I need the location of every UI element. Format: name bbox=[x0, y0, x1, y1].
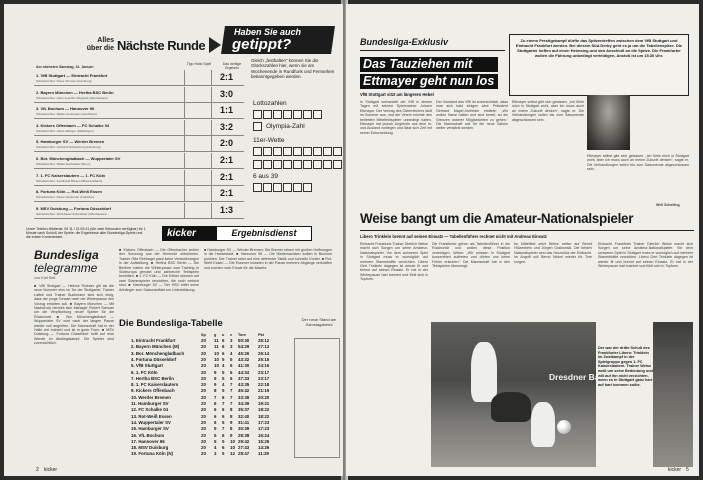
standings-sp: 20 bbox=[201, 394, 206, 400]
hotline-note: Unser Telefon-Hitdienst: 09 11 / 21 63 41 (die zwei Sekunden verfügbar) für 1 Minute nach Schluß der Spiele: die Ergebnisse aller Bundesliga-Spiele und die ersten Kommentare. bbox=[26, 227, 146, 240]
fixture-result: 3:0 bbox=[220, 88, 234, 99]
col-result-header: Das richtige Ergebnis bbox=[222, 62, 242, 70]
fixture-row bbox=[34, 70, 244, 86]
standings-tore: 35:37 bbox=[238, 407, 250, 413]
fixture-referee: Schiedsrichter: Walter Horstmann (Hochheim) bbox=[36, 112, 98, 117]
standings-u: 7 bbox=[222, 401, 225, 406]
right-page-number: 5 bbox=[686, 467, 689, 473]
fixture-row bbox=[34, 203, 244, 219]
fixture-title: 2. Bayern München — Hertha BSC Berlin bbox=[36, 89, 114, 95]
standings-team: 8. 1. FC Kaiserslautern bbox=[131, 382, 179, 388]
photo-caption: Der war der dritte Schuß des Frankfurter Libero: Trinklein im Zweikampf in der Spielgruppe gegen 1. FC Kaiserslautern. Trainer Weise weiß um seine Bedeutung und will auf ihn nicht verzichten, wenn es in Stuttgart ganz hart auf hart kommen sollte. bbox=[598, 346, 653, 387]
standings-team: 13. Rot-Weiß Essen bbox=[131, 413, 172, 419]
fixture-result: 2:1 bbox=[220, 155, 234, 165]
telegramme-title-1: Bundesliga bbox=[34, 248, 99, 262]
fixture-title: 3. VfL Bochum — Hannover 96 bbox=[36, 106, 95, 112]
new-standings-note: Der neue Stand am Samstagabend bbox=[301, 317, 337, 327]
standings-u: 4 bbox=[222, 382, 225, 388]
fixture-result: 3:2 bbox=[220, 121, 234, 132]
alles-ueber-header bbox=[64, 37, 114, 53]
fixture-row bbox=[34, 153, 244, 169]
elfer-wette-boxes-2[interactable] bbox=[253, 160, 342, 169]
telegramme-col-3: ■ Hamburger SV — Werder Bremen: Die Bremer reisen mit großen Hoffnungen in die Hansestadt. ■ Hannover 96 — Die Niedersachsen wollen in Bochum punkten. Der Trainer setzt auf eine defensive Taktik und schnelle Konter. ■ Rot-Weiß Essen — Die Essener mussten in der Pause mehrere Abgänge verkraften und suchen noch Ersatz für die Abwehr. bbox=[204, 248, 332, 270]
standings-g: 6 bbox=[214, 413, 217, 419]
standings-pkt: 11:29 bbox=[258, 451, 269, 457]
tip-banner-line1: Haben Sie auch bbox=[234, 27, 302, 37]
fixture-tip-box[interactable] bbox=[184, 70, 212, 85]
story-col-1: In Stuttgart verhandelt der VfB in diesen Tagen mit seinem Spielmacher Johann Ettmayer. Der Vertrag des Österreichers läuft im Sommer aus, und der Verein möchte den beliebten Mittelfeldspieler unbedingt halten. Ettmayer hat jedoch Angebote aus dem In- und Ausland vorliegen und lässt sich Zeit mit seiner Entscheidung. bbox=[360, 100, 432, 135]
exklusiv-rule bbox=[360, 50, 505, 51]
fixtures-date: Am nächsten Samstag, 24. Januar: bbox=[36, 65, 94, 69]
fixture-row bbox=[34, 103, 244, 119]
standings-g: 10 bbox=[214, 356, 219, 362]
standings-v: 6 bbox=[230, 369, 233, 375]
standings-sp: 20 bbox=[201, 382, 206, 388]
standings-team: 15. Hamburger SV bbox=[131, 426, 169, 432]
standings-sp: 20 bbox=[201, 350, 206, 356]
standings-tore: 41:30 bbox=[238, 363, 250, 369]
fixture-tip-box[interactable] bbox=[184, 136, 212, 151]
standings-pkt: 28:12 bbox=[258, 338, 270, 343]
player-figure-2 bbox=[491, 392, 531, 422]
left-page-brand: kicker bbox=[44, 467, 58, 473]
fixture-result: 2:1 bbox=[220, 188, 234, 199]
standings-sp: 20 bbox=[201, 375, 206, 381]
standings-pkt: 15:25 bbox=[258, 438, 270, 444]
lottozahlen-boxes[interactable] bbox=[253, 110, 322, 119]
blank-standings-grid bbox=[294, 338, 340, 458]
weise-subhead: Libero Trinklein brennt auf seinen Einsatz — Tabellenführer rechnet nicht mit Andreas Einsatz bbox=[360, 234, 547, 239]
standings-sp: 20 bbox=[201, 432, 206, 438]
ergebnisdienst-logo: Ergebnisdienst bbox=[216, 226, 312, 241]
fixture-referee: Schiedsrichter: Wolf-Dieter Ahlenfelder (Oberhausen) bbox=[36, 211, 107, 216]
standings-team: 2. Bayern München (M) bbox=[131, 344, 180, 350]
standings-tore: 28:38 bbox=[238, 432, 250, 438]
standings-sp: 20 bbox=[201, 426, 206, 432]
headline-line-2: Ettmayer geht nun los bbox=[363, 74, 495, 88]
standings-g: 10 bbox=[214, 350, 219, 356]
sechs-aus-39-label: 6 aus 39 bbox=[253, 173, 278, 180]
standings-pkt: 22:18 bbox=[258, 382, 270, 388]
sechs-aus-39-boxes[interactable] bbox=[253, 183, 312, 192]
fixture-title: 6. Bor. Mönchengladbach — Wuppertaler SV bbox=[36, 156, 121, 161]
fixture-tip-box[interactable] bbox=[184, 153, 212, 168]
standings-col-header: v bbox=[230, 333, 233, 337]
standings-u: 6 bbox=[222, 445, 225, 451]
fixture-referee: Schiedsrichter: Gerhard Schulenburg (Hamburg) bbox=[36, 145, 101, 150]
standings-row bbox=[131, 451, 301, 462]
fixture-result: 1:3 bbox=[220, 204, 234, 215]
dresdner-bank-banner: Dresdner Bank bbox=[549, 372, 610, 382]
standings-v: 8 bbox=[230, 426, 233, 432]
standings-sp: 20 bbox=[201, 401, 206, 406]
fixture-title: 1. VfB Stuttgart — Eintracht Frankfurt bbox=[36, 73, 108, 78]
standings-g: 6 bbox=[214, 401, 217, 406]
standings-team: 12. FC Schalke 04 bbox=[131, 407, 169, 413]
standings-sp: 20 bbox=[201, 407, 206, 413]
standings-u: 6 bbox=[222, 350, 225, 356]
standings-v: 7 bbox=[230, 394, 233, 400]
standings-tore: 29:42 bbox=[238, 438, 250, 444]
standings-title: Die Bundesliga-Tabelle bbox=[119, 318, 223, 329]
standings-col-header: Pkt bbox=[258, 333, 264, 337]
fixture-row bbox=[34, 170, 244, 186]
standings-v: 4 bbox=[230, 350, 233, 356]
standings-tore: 33:36 bbox=[238, 394, 250, 400]
standings-v: 7 bbox=[230, 401, 233, 406]
standings-team: 19. Fortuna Köln (N) bbox=[131, 451, 173, 457]
left-page-number: 2 bbox=[36, 467, 39, 473]
standings-v: 5 bbox=[230, 356, 233, 362]
col-tip-header: Tipp Hallo Spiel bbox=[186, 62, 212, 66]
fixture-result: 1:1 bbox=[220, 105, 234, 116]
standings-tore: 50:30 bbox=[238, 338, 250, 343]
standings-tore: 28:47 bbox=[238, 451, 250, 457]
standings-col-header: u bbox=[222, 333, 225, 337]
standings-sp: 20 bbox=[201, 356, 206, 362]
standings-team: 1. Eintracht Frankfurt bbox=[131, 338, 176, 343]
fixture-title: 8. Fortuna Köln — Rot-Weiß Essen bbox=[36, 189, 102, 195]
standings-team: 14. Wuppertaler SV bbox=[131, 419, 171, 425]
standings-g: 11 bbox=[214, 344, 219, 350]
fixture-tip-box[interactable] bbox=[184, 103, 212, 118]
weise-col-1: Eintracht Frankfurts Trainer Dietrich Weise macht sich Sorgen um seine Amateur-Nationalspieler. Vor dem schweren Spiel in Stuttgart muss er womöglich auf mehrere Stammkräfte verzichten. Libero Gert Trinklein dagegen ist wieder fit und brennt auf seinen Einsatz. Er hat in der Winterpause hart trainiert und fühlt sich in Topform. bbox=[360, 242, 428, 282]
standings-v: 10 bbox=[230, 445, 235, 451]
standings-u: 6 bbox=[222, 344, 225, 350]
standings-v: 10 bbox=[230, 438, 235, 444]
standings-v: 9 bbox=[230, 432, 233, 438]
player-figure-1 bbox=[471, 342, 497, 402]
standings-g: 8 bbox=[214, 388, 217, 394]
standings-v: 3 bbox=[230, 338, 233, 343]
standings-tore: 31:41 bbox=[238, 419, 250, 425]
standings-u: 6 bbox=[222, 338, 225, 343]
standings-sp: 20 bbox=[201, 445, 206, 451]
olympia-box[interactable] bbox=[253, 122, 262, 131]
standings-tore: 37:33 bbox=[238, 375, 250, 381]
fixture-referee: Schiedsrichter: Klaus Ohmsen (Hamburg) bbox=[36, 79, 92, 83]
weise-col-4: Eintracht Frankfurts Trainer Dietrich Weise macht sich Sorgen um seine Amateur-Nationalspieler. Vor dem schweren Spiel in Stuttgart muss er womöglich auf mehrere Stammkräfte verzichten. Libero Gert Trinklein dagegen ist wieder fit und brennt auf seinen Einsatz. Er hat in der Winterpause hart trainiert und fühlt sich in Topform. bbox=[598, 242, 693, 269]
standings-sp: 20 bbox=[201, 413, 206, 419]
standings-g: 5 bbox=[214, 438, 217, 444]
player-figure-3 bbox=[531, 402, 555, 447]
standings-u: 7 bbox=[222, 426, 225, 432]
olympia-label: Olympia-Zahl bbox=[266, 123, 305, 130]
weise-col-2: Die Frankfurter gehen als Tabellenführer in die Rückrunde und wollen diese Position verteidigen. Weise: „Wir müssen in Stuttgart konzentriert auftreten und dürfen uns keine Fehler erlauben.“ Die Mannschaft hat in den Testspielen überzeugt. bbox=[432, 242, 510, 269]
standings-pkt: 27:13 bbox=[258, 344, 270, 350]
fixture-row bbox=[34, 186, 244, 202]
standings-team: 4. Fortuna Düsseldorf bbox=[131, 356, 177, 362]
fixture-referee: Schiedsrichter: Dieter Heckeroth (Frankfurt) bbox=[36, 195, 95, 200]
standings-v: 9 bbox=[230, 419, 233, 425]
elfer-wette-label: 11er-Wette bbox=[253, 137, 285, 144]
standings-sp: 20 bbox=[201, 363, 206, 369]
football-icon bbox=[557, 420, 571, 434]
standings-g: 10 bbox=[214, 363, 219, 369]
standings-team: 10. Werder Bremen bbox=[131, 394, 171, 400]
standings-v: 8 bbox=[230, 413, 233, 419]
fixture-title: 7. 1. FC Kaiserslautern — 1. FC Köln bbox=[36, 172, 106, 178]
standings-pkt: 14:26 bbox=[258, 445, 270, 451]
telegramme-col-1: ■ VfB Stuttgart — Helmut Roleder gilt als die neue Nummer eins im Tor der Stuttgarter. Trainer Lattek und Trainer Buchmann sind sich einig, dass der junge Torwart nach der Winterpause den Vorzug erhalten soll. ■ Bayern München — Mit Nachdruck bemüht sich Manager Robert Schwan um die Verpflichtung neuer Spieler für die Rückrunde. ■ Bor. Mönchengladbach — Wuppertaler SV wird nach der langen Pause wieder voll angreifen. Die Mannschaft hat in der Halle viel trainiert und ist in guter Form. ■ MSV Duisburg — Fortuna Düsseldorf hofft auf eine Wende im Abstiegskampf. Die Spieler sind zuversichtlich. bbox=[34, 284, 114, 346]
standings-pkt: 25:15 bbox=[258, 356, 270, 362]
fixture-row bbox=[34, 120, 244, 136]
weise-headline: Weise bangt um die Amateur-Nationalspieler bbox=[360, 211, 634, 226]
story-author: Weil Scheiling bbox=[656, 203, 680, 207]
standings-u: 6 bbox=[222, 407, 225, 413]
standings-pkt: 18:22 bbox=[258, 407, 270, 413]
arrow-icon bbox=[209, 37, 221, 53]
standings-team: 9. Kickers Offenbach bbox=[131, 388, 175, 394]
fixture-result: 2:1 bbox=[220, 72, 234, 82]
standings-pkt: 20:20 bbox=[258, 394, 270, 400]
standings-col-header: Sp bbox=[201, 333, 206, 337]
lottozahlen-label: Lottozahlen bbox=[253, 100, 287, 107]
story-col-3: Ettmayer selbst gibt sich gelassen. „Ich fühle mich in Stuttgart wohl, aber ich muss auch an meine Zukunft denken“, sagte er. Die Verhandlungen sollen bis zum Saisonende abgeschlossen sein. bbox=[512, 100, 584, 122]
elfer-wette-boxes[interactable] bbox=[253, 147, 342, 156]
standings-sp: 20 bbox=[201, 388, 206, 394]
standings-pkt: 16:24 bbox=[258, 432, 270, 438]
story-col-2: Der Vorstand des VfB ist zuversichtlich, dass man sich bald einigen wird. Präsident Gerhard Mayer-Vorfelder erklärte: „Wir wollen Hansi halten und sind bereit, an die Grenzen unserer Möglichkeiten zu gehen.“ Die Mannschaft soll für die neue Saison weiter verstärkt werden. bbox=[436, 100, 508, 131]
right-page bbox=[346, 4, 699, 476]
standings-g: 5 bbox=[214, 432, 217, 438]
standings-v: 7 bbox=[230, 382, 233, 388]
standings-pkt: 17:23 bbox=[258, 419, 270, 425]
weise-col-3: Im Mittelfeld setzt Weise weiter auf Bernd Hölzenbein und Jürgen Grabowski. Die beiden Nationalspieler sind das Herzstück der Eintracht. Im Angriff soll Bernd Nickel wieder für Tore sorgen. bbox=[514, 242, 592, 264]
standings-v: 6 bbox=[230, 363, 233, 369]
fixture-title: 4. Kickers Offenbach — FC Schalke 04 bbox=[36, 122, 110, 128]
standings-g: 11 bbox=[214, 338, 219, 343]
telegramme-col-2: ■ Kickers Offenbach — Die Offenbacher wollen den Schwung aus der Hinrunde mitnehmen. Trainer Otto Rehhagel plant keine Veränderungen in der Aufstellung. ■ Hertha BSC Berlin — Die Berliner haben die Winterpause zum Training in Südeuropa genutzt und zahlreiche Testspiele bestritten. ■ 1. FC Köln — Die Kölner müssen auf zwei Stammspieler verzichten, die noch verletzt sind. ■ Hamburger SV — Der HSV bittet seine Anhänger zum Saisonauftakt um Unterstützung. bbox=[119, 248, 199, 292]
standings-u: 5 bbox=[222, 388, 225, 394]
standings-pkt: 17:23 bbox=[258, 426, 270, 432]
standings-pkt: 24:16 bbox=[258, 363, 270, 369]
standings-pkt: 18:22 bbox=[258, 413, 270, 419]
standings-g: 7 bbox=[214, 394, 217, 400]
alles-line1: Alles bbox=[97, 37, 114, 44]
standings-g: 9 bbox=[214, 375, 217, 381]
weise-rule bbox=[360, 230, 694, 231]
story-col-4: Ettmayer selbst gibt sich gelassen. „Ich fühle mich in Stuttgart wohl, aber ich muss auch an meine Zukunft denken“, sagte er. Die Verhandlungen sollen bis zum Saisonende abgeschlossen sein. bbox=[587, 154, 689, 172]
standings-tore: 34:39 bbox=[238, 401, 250, 406]
standings-pkt: 26:14 bbox=[258, 350, 270, 356]
standings-sp: 20 bbox=[201, 338, 206, 343]
standings-u: 5 bbox=[222, 356, 225, 362]
standings-v: 6 bbox=[230, 375, 233, 381]
standings-u: 5 bbox=[222, 451, 225, 457]
standings-tore: 54:29 bbox=[238, 344, 250, 350]
standings-sp: 20 bbox=[201, 451, 206, 457]
kicker-logo: kicker bbox=[162, 226, 246, 241]
standings-tore: 43:32 bbox=[238, 356, 250, 362]
standings-g: 9 bbox=[214, 382, 217, 388]
standings-col-header: Tore bbox=[238, 333, 246, 337]
fixture-result: 2:0 bbox=[220, 138, 234, 149]
fixture-tip-box[interactable] bbox=[184, 120, 212, 135]
lotto-intro: Gleich „festhalten“ können Sie die Glückszahlen hier, wenn sie am Wochenende in Rundfunk und Fernsehen bekanntgegeben werden. bbox=[251, 58, 335, 80]
right-page-brand: kicker bbox=[668, 467, 682, 473]
standings-sp: 20 bbox=[201, 419, 206, 425]
standings-tore: 44:34 bbox=[238, 369, 250, 375]
standings-team: 16. VfL Bochum bbox=[131, 432, 165, 438]
standings-u: 4 bbox=[222, 363, 225, 369]
left-page bbox=[4, 4, 343, 476]
standings-team: 7. Hertha BSC Berlin bbox=[131, 375, 174, 381]
standings-g: 3 bbox=[214, 451, 217, 457]
alles-line2: über die bbox=[86, 45, 114, 52]
standings-team: 5. VfB Stuttgart bbox=[131, 363, 163, 369]
fixture-title: 5. Hamburger SV — Werder Bremen bbox=[36, 139, 105, 145]
ettmayer-portrait-photo bbox=[587, 95, 630, 150]
headline-subhead: VfB Stuttgart sitzt am längeren Hebel bbox=[360, 92, 434, 97]
standings-v: 7 bbox=[230, 388, 233, 394]
standings-team: 3. Bor. Mönchengladbach bbox=[131, 350, 185, 356]
standings-pkt: 19:21 bbox=[258, 401, 270, 406]
standings-pkt: 21:19 bbox=[258, 388, 270, 394]
standings-sp: 20 bbox=[201, 438, 206, 444]
standings-pkt: 23:17 bbox=[258, 375, 270, 381]
standings-tore: 30:39 bbox=[238, 426, 250, 432]
standings-g: 4 bbox=[214, 445, 217, 451]
standings-u: 6 bbox=[222, 432, 225, 438]
telegramme-title-2: telegramme bbox=[34, 261, 98, 275]
derby-info-box: Zu einem Prestigekampf dürfte das Spitzentreffen zwischen dem VfB Stuttgart und Eintracht Frankfurt werden. Bei diesem Süd-Derby geht es ja um die Tabellenspitze. Die Stuttgarter hoffen auf einen Heimsieg und den Anschluß an die Spitze. Die Frankfurter wollen die Führung unbedingt verteidigen, Anstoß ist um 15.30 Uhr. bbox=[509, 34, 689, 96]
fixture-referee: Schiedsrichter: Walter Eschweiler (Bonn) bbox=[36, 162, 91, 166]
standings-team: 18. MSV Duisburg bbox=[131, 445, 169, 451]
standings-tore: 45:26 bbox=[238, 350, 250, 356]
standings-sp: 20 bbox=[201, 369, 206, 375]
fixture-referee: Schiedsrichter: Hans-Joachim Weyland (Oberhausen) bbox=[36, 95, 108, 100]
exklusiv-label: Bundesliga-Exklusiv bbox=[360, 37, 449, 47]
fixture-title: 9. MSV Duisburg — Fortuna Düsseldorf bbox=[36, 205, 111, 211]
standings-tore: 27:43 bbox=[238, 445, 250, 451]
standings-v: 12 bbox=[230, 451, 235, 457]
standings-pkt: 23:17 bbox=[258, 369, 270, 375]
fixture-row bbox=[34, 87, 244, 103]
standings-u: 6 bbox=[222, 394, 225, 400]
standings-g: 5 bbox=[214, 426, 217, 432]
standings-tore: 43:35 bbox=[238, 382, 250, 388]
fixture-result: 2:1 bbox=[220, 171, 234, 182]
naechste-runde-title: Nächste Runde bbox=[117, 38, 206, 53]
standings-g: 9 bbox=[214, 369, 217, 375]
fixture-referee: Schiedsrichter: Ferdinand Biwersi (Bliesransbach) bbox=[36, 178, 103, 183]
side-photo bbox=[653, 322, 693, 467]
fixture-tip-box[interactable] bbox=[184, 87, 212, 102]
standings-tore: 45:42 bbox=[238, 388, 250, 394]
fixture-tip-box[interactable] bbox=[184, 170, 212, 185]
standings-tore: 32:40 bbox=[238, 413, 250, 419]
standings-u: 5 bbox=[222, 369, 225, 375]
standings-u: 5 bbox=[222, 419, 225, 425]
fixture-tip-box[interactable] bbox=[184, 186, 212, 201]
standings-u: 6 bbox=[222, 413, 225, 419]
football-action-photo bbox=[431, 322, 610, 467]
standings-g: 6 bbox=[214, 407, 217, 413]
standings-sp: 20 bbox=[201, 344, 206, 350]
tip-banner-line2: getippt? bbox=[232, 36, 292, 53]
fixture-row bbox=[34, 136, 244, 152]
standings-u: 5 bbox=[222, 438, 225, 444]
standings-team: 17. Hannover 96 bbox=[131, 438, 165, 444]
fixture-tip-box[interactable] bbox=[184, 203, 212, 218]
standings-col-header: g bbox=[214, 333, 217, 337]
standings-v: 3 bbox=[230, 344, 233, 350]
standings-team: 6. 1. FC Köln bbox=[131, 369, 158, 375]
telegramme-author: von Karl Ball bbox=[34, 276, 56, 280]
headline-line-1: Das Tauziehen mit bbox=[363, 57, 473, 71]
standings-g: 6 bbox=[214, 419, 217, 425]
standings-u: 5 bbox=[222, 375, 225, 381]
standings-v: 8 bbox=[230, 407, 233, 413]
fixture-referee: Schiedsrichter: Heinz Aldinger (Waiblingen) bbox=[36, 128, 94, 133]
standings-team: 11. Hamburger SV bbox=[131, 401, 169, 406]
